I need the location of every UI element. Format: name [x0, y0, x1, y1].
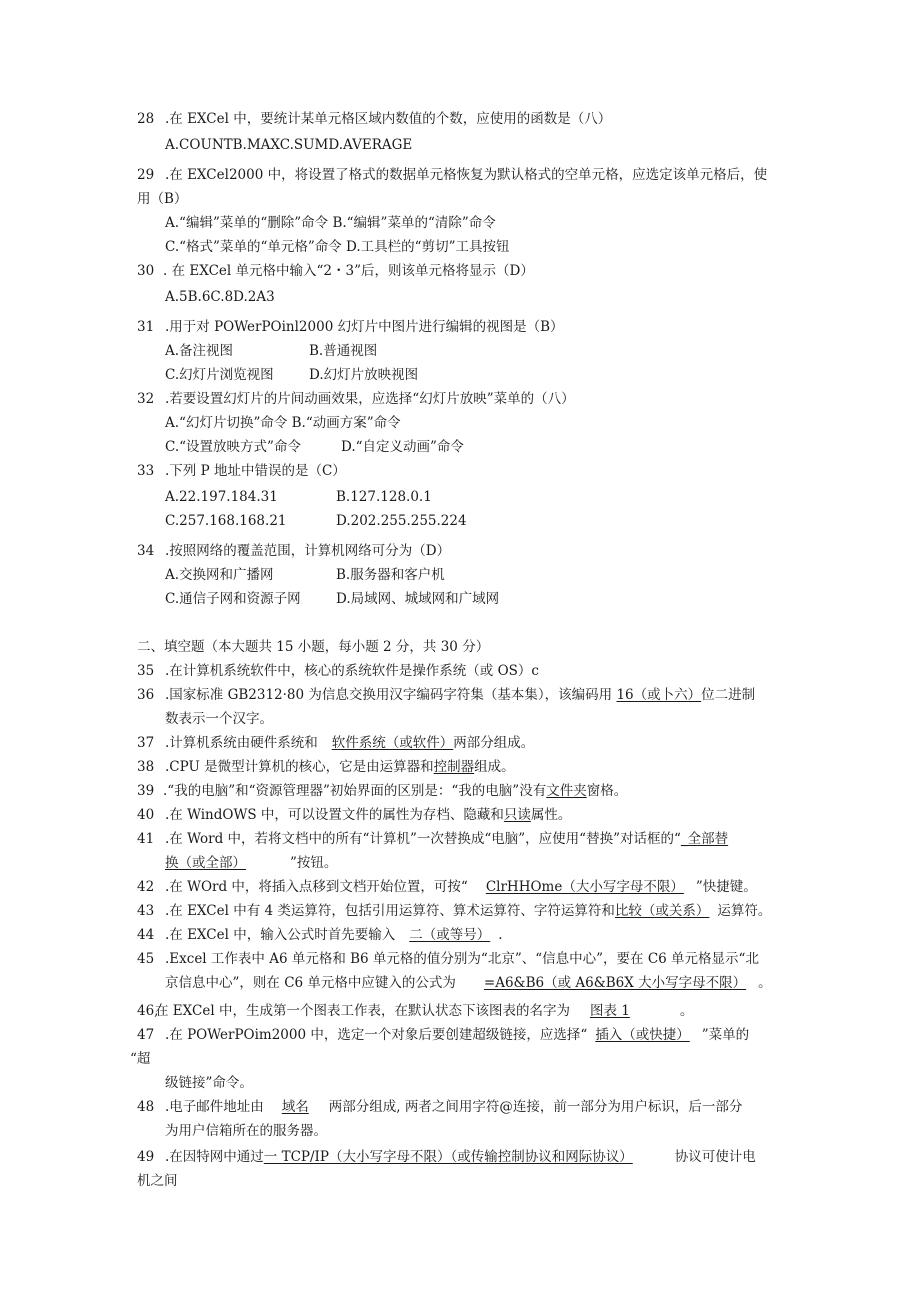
text-part: .在 WOrd 中，将插入点移到文档开始位置，可按“ [165, 879, 468, 895]
question-number: 28 [137, 111, 155, 127]
question-number: 31 [137, 319, 155, 335]
text-part: 运算符。 [717, 903, 772, 919]
text-part: .CPU 是微型计算机的核心，它是由运算器和 [165, 759, 434, 775]
option-c: C.通信子网和资源子网 [165, 591, 301, 607]
question-number: 38 [137, 759, 155, 775]
answer-blank: 换（或全部） [165, 855, 246, 871]
option-c: C.“设置放映方式”命令 [165, 439, 301, 455]
text-part: 两部分组成。 [453, 735, 535, 751]
option-a: A.22.197.184.31 [165, 489, 278, 505]
text-part: .电子邮件地址由 [165, 1099, 264, 1115]
question-stem-continuation: 用（B） [137, 191, 188, 207]
question-number: 40 [137, 807, 155, 823]
answer-blank: 软件系统（或软件） [331, 735, 454, 751]
question-text-continuation [165, 854, 337, 872]
question-text-continuation: 级链接”命令。 [165, 1075, 253, 1091]
question-options: A.5B.6C.8D.2A3 [165, 289, 275, 305]
question-options: A.“幻灯片切换”命令 B.“动画方案”命令 [165, 415, 401, 431]
question-text [165, 1026, 749, 1044]
option-d: D.幻灯片放映视图 [309, 367, 419, 383]
question-number: 30 [137, 263, 155, 279]
question-stem: .下列 P 地址中错误的是（C） [165, 463, 346, 479]
question-number: 43 [137, 903, 155, 919]
text-part: 在 EXCel 中，生成第一个图表工作表，在默认状态下该图表的名字为 [155, 1003, 570, 1019]
question-text [165, 926, 503, 944]
text-part: .国家标准 GB2312·80 为信息交换用汉字编码字符集（基本集），该编码用 [165, 687, 617, 703]
question-text [165, 902, 771, 920]
text-part: 窗格。 [586, 783, 628, 799]
question-number: 39 [137, 783, 155, 799]
text-part: .在 WindOWS 中，可以设置文件的属性为存档、隐藏和 [165, 807, 504, 823]
answer-blank: 文件夹 [546, 783, 587, 799]
text-part: ”菜单的 [701, 1027, 750, 1043]
option-c: C.257.168.168.21 [165, 513, 287, 529]
question-number: 35 [137, 663, 155, 679]
question-stem: .在 EXCel 中，要统计某单元格区域内数值的个数，应使用的函数是（八） [165, 111, 612, 127]
question-number: 37 [137, 735, 155, 751]
answer-blank: 比较（或关系） [614, 903, 710, 919]
question-number: 34 [137, 543, 155, 559]
text-part: ”快捷键。 [695, 879, 757, 895]
question-number: 46, [137, 1003, 159, 1019]
option-c: C.幻灯片浏览视图 [165, 367, 274, 383]
question-text-continuation: 数表示一个汉字。 [165, 711, 273, 727]
question-text-continuation [165, 974, 772, 992]
option-d: D.“自定义动画”命令 [341, 439, 464, 455]
question-number: 36 [137, 687, 155, 703]
question-number: 48 [137, 1099, 155, 1115]
section-heading: 二、填空题（本大题共 15 小题，每小题 2 分，共 30 分） [137, 639, 490, 655]
text-part: 。 [679, 1003, 694, 1019]
option-b: B.127.128.0.1 [336, 489, 432, 505]
question-text-continuation: “超 [130, 1051, 151, 1067]
question-text [165, 758, 515, 776]
question-text [165, 1098, 742, 1116]
question-text: .Excel 工作表中 A6 单元格和 B6 单元格的值分别为“北京”、“信息中心”，要在 C6 单元格显示“北 [165, 951, 759, 967]
question-options: A.COUNTB.MAXC.SUMD.AVERAGE [165, 137, 413, 153]
text-part: .计算机系统由硬件系统和 [165, 735, 318, 751]
question-stem: . 在 EXCel 单元格中输入“2・3”后，则该单元格将显示（D） [163, 263, 534, 279]
question-number: 41 [137, 831, 155, 847]
question-text-continuation: 为用户信箱所在的服务器。 [165, 1123, 327, 1139]
question-number: 47 [137, 1027, 155, 1043]
text-part: 京信息中心”，则在 C6 单元格中应键入的公式为 [165, 975, 456, 991]
answer-blank: 16（或卜六） [616, 687, 702, 703]
text-part: . [498, 927, 503, 943]
answer-blank: _全部替 [680, 831, 729, 847]
question-text [155, 1002, 693, 1020]
answer-blank: 一 TCP/IP（大小写字母不限）（或传输控制协议和网际协议） [263, 1149, 633, 1165]
answer-blank: 图表 1 [589, 1003, 630, 1019]
question-text [163, 782, 627, 800]
question-text [165, 878, 757, 896]
text-part: .在 POWerPOim2000 中，选定一个对象后要创建超级链接，应选择“ [165, 1027, 588, 1043]
question-number: 49 [137, 1149, 155, 1165]
question-text [165, 806, 571, 824]
question-number: 29 [137, 167, 155, 183]
option-d: D.局域网、城域网和广域网 [336, 591, 500, 607]
text-part: 组成。 [474, 759, 515, 775]
question-text-continuation: 机之间 [137, 1173, 178, 1189]
question-stem: .若要设置幻灯片的片间动画效果，应选择“幻灯片放映”菜单的（八） [165, 391, 575, 407]
question-text: .在计算机系统软件中，核心的系统软件是操作系统（或 OS）c [165, 663, 539, 679]
question-number: 33 [137, 463, 155, 479]
answer-blank: 控制器 [433, 759, 475, 775]
answer-blank: 只读 [503, 807, 531, 823]
text-part: .在 EXCel 中有 4 类运算符，包括引用运算符、算术运算符、字符运算符和 [165, 903, 615, 919]
question-number: 44 [137, 927, 155, 943]
option-b: B.服务器和客户机 [336, 567, 445, 583]
question-stem: .用于对 POWerPOinl2000 幻灯片中图片进行编辑的视图是（B） [165, 319, 564, 335]
question-text [165, 1148, 756, 1166]
answer-blank: =A6&B6（或 A6&B6X 大小写字母不限） [483, 975, 747, 991]
answer-blank: 域名 [281, 1099, 309, 1115]
text-part: 。 [758, 975, 772, 991]
option-d: D.202.255.255.224 [336, 513, 467, 529]
answer-blank: ClrHHOme（大小写字母不限） [485, 879, 684, 895]
text-part: 协议可使计电 [674, 1149, 756, 1165]
option-a: A.备注视图 [165, 343, 234, 359]
question-text [165, 830, 728, 848]
question-number: 45 [137, 951, 155, 967]
question-options: C.“格式”菜单的“单元格”命令 D.工具栏的“剪切”工具按钮 [165, 239, 510, 255]
text-part: 两部分组成, 两者之间用字符@连接，前一部分为用户标识，后一部分 [328, 1099, 743, 1115]
text-part: .在因特网中通过 [165, 1149, 264, 1165]
question-number: 42 [137, 879, 155, 895]
question-stem: .在 EXCel2000 中，将设置了格式的数据单元格恢复为默认格式的空单元格，应选定该单元格后，使 [165, 167, 768, 183]
question-number: 32 [137, 391, 155, 407]
text-part: .“我的电脑”和“资源管理器”初始界面的区别是：“我的电脑”没有 [163, 783, 547, 799]
option-b: B.普通视图 [309, 343, 378, 359]
option-a: A.交换网和广播网 [165, 567, 274, 583]
text-part: 位二进制 [701, 687, 756, 703]
question-text [165, 734, 534, 752]
question-text [165, 686, 755, 704]
text-part: .在 Word 中，若将文档中的所有“计算机”一次替换成“电脑”，应使用“替换”对话框的“ [165, 831, 681, 847]
answer-blank: 二（或等号） [409, 927, 491, 943]
question-stem: .按照网络的覆盖范围，计算机网络可分为（D） [165, 543, 451, 559]
answer-blank: 插入（或快捷） [595, 1027, 690, 1043]
text-part: .在 EXCel 中，输入公式时首先要输入 [165, 927, 396, 943]
question-options: A.“编辑”菜单的“删除”命令 B.“编辑”菜单的“清除”命令 [165, 215, 496, 231]
text-part: 属性。 [530, 807, 572, 823]
text-part: ”按钮。 [290, 855, 338, 871]
